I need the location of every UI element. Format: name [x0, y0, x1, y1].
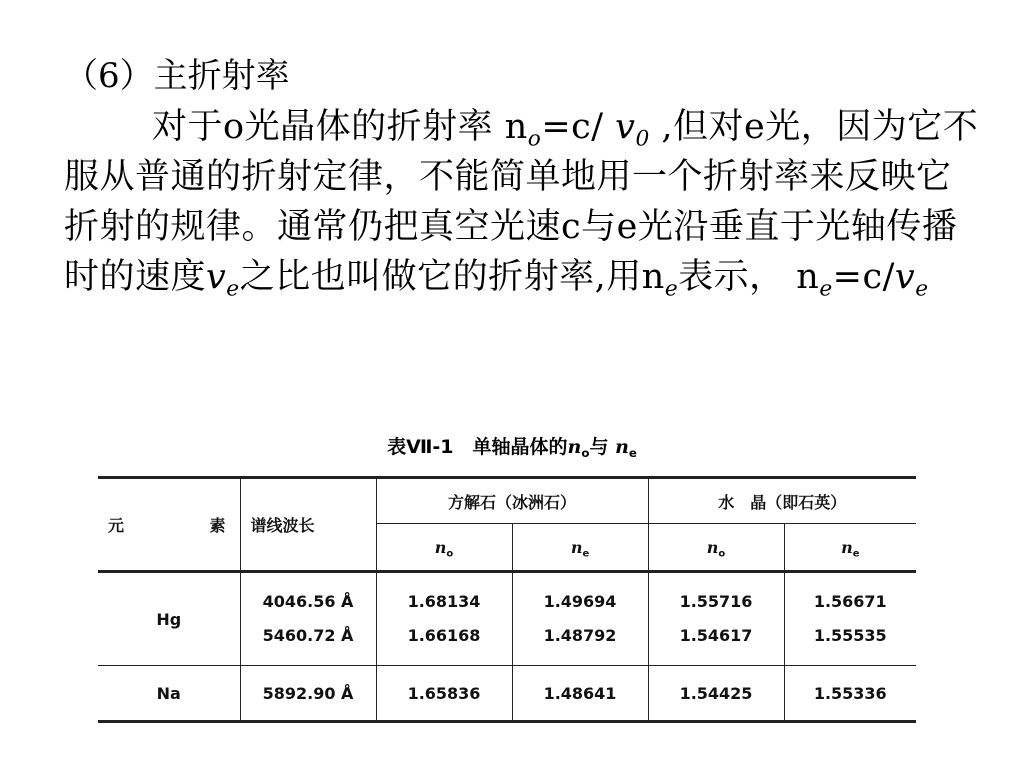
var-ve2: v: [894, 257, 916, 297]
title-mid: 与: [589, 436, 616, 458]
no-sub: o: [718, 547, 726, 559]
calcite-ne-cell: 1.48641: [512, 666, 648, 722]
element-cell: Hg: [156, 609, 182, 629]
header-calcite: 方解石（冰洲石）: [376, 478, 648, 524]
header-element: [98, 478, 240, 572]
para-text-4: 之比也叫做它的折射率,用n: [239, 257, 665, 297]
sub-e3: e: [819, 276, 833, 302]
wavelength-cell: [240, 572, 376, 666]
title-ne-symbol: n: [615, 436, 629, 458]
no-symbol: n: [434, 537, 447, 557]
value: 1.55535: [813, 626, 887, 645]
var-v0: v: [615, 107, 636, 147]
para-text-2: =c/: [541, 107, 616, 147]
value: 1.56671: [813, 592, 887, 611]
header-quartz-ne: [784, 524, 916, 572]
calcite-no-cell: [376, 572, 512, 666]
sub-e2: e: [664, 276, 679, 302]
header-calcite-no: [376, 524, 512, 572]
wavelength-value: 5460.72 Å: [262, 626, 354, 645]
calcite-ne-cell: [512, 572, 648, 666]
para-text-6: =c/: [832, 257, 895, 297]
table-row: [98, 572, 916, 666]
header-calcite-ne: [512, 524, 648, 572]
table-title-prefix: 表Ⅶ-1 单轴晶体的: [387, 436, 568, 458]
value: 1.49694: [543, 592, 617, 611]
value: 1.66168: [407, 626, 481, 645]
title-no-sub: o: [581, 446, 590, 461]
quartz-ne-cell: [784, 572, 916, 666]
refractive-index-table: [98, 476, 916, 723]
header-quartz: 水 晶（即石英）: [648, 478, 916, 524]
ne-sub: e: [852, 547, 860, 559]
no-symbol: n: [706, 537, 719, 557]
header-element-b: 素: [209, 516, 226, 535]
value: 1.55716: [679, 592, 753, 611]
var-ve: v: [206, 257, 227, 297]
header-element-a: 元: [108, 516, 125, 535]
sub-e4: e: [915, 276, 929, 302]
title-ne-sub: e: [628, 446, 637, 461]
slide-body: [64, 52, 984, 302]
wavelength-cell: 5892.90 Å: [240, 666, 376, 722]
sub-e: e: [226, 276, 240, 302]
sub-o: o: [527, 126, 542, 152]
ne-symbol: n: [841, 537, 853, 557]
ne-symbol: n: [570, 537, 583, 557]
wavelength-value: 4046.56 Å: [262, 592, 354, 611]
header-wavelength: 谱线波长: [240, 478, 376, 572]
value: 1.54617: [679, 626, 753, 645]
element-cell: Na: [156, 683, 181, 703]
header-quartz-no: [648, 524, 784, 572]
para-text-1: 对于o光晶体的折射率 n: [152, 107, 528, 147]
value: 1.68134: [407, 592, 481, 611]
table-row: [98, 666, 916, 722]
table-title: [0, 432, 1024, 459]
quartz-no-cell: [648, 572, 784, 666]
quartz-no-cell: 1.54425: [648, 666, 784, 722]
section-heading: （6）主折射率: [64, 56, 290, 96]
title-no-symbol: n: [567, 436, 582, 458]
value: 1.48792: [543, 626, 617, 645]
para-text-5: 表示， n: [678, 257, 820, 297]
no-sub: o: [446, 547, 454, 559]
para-text-3: ,但对e光，因为它不服从普通的折射定律，不能简单地用一个折射率来反映它折射的规律。通常仍把真空光速c与e光沿垂直于光轴传播时的速度: [64, 107, 979, 297]
calcite-no-cell: 1.65836: [376, 666, 512, 722]
paragraph: [64, 102, 984, 302]
quartz-ne-cell: 1.55336: [784, 666, 916, 722]
ne-sub: e: [582, 547, 590, 559]
sub-0: 0: [635, 126, 650, 152]
